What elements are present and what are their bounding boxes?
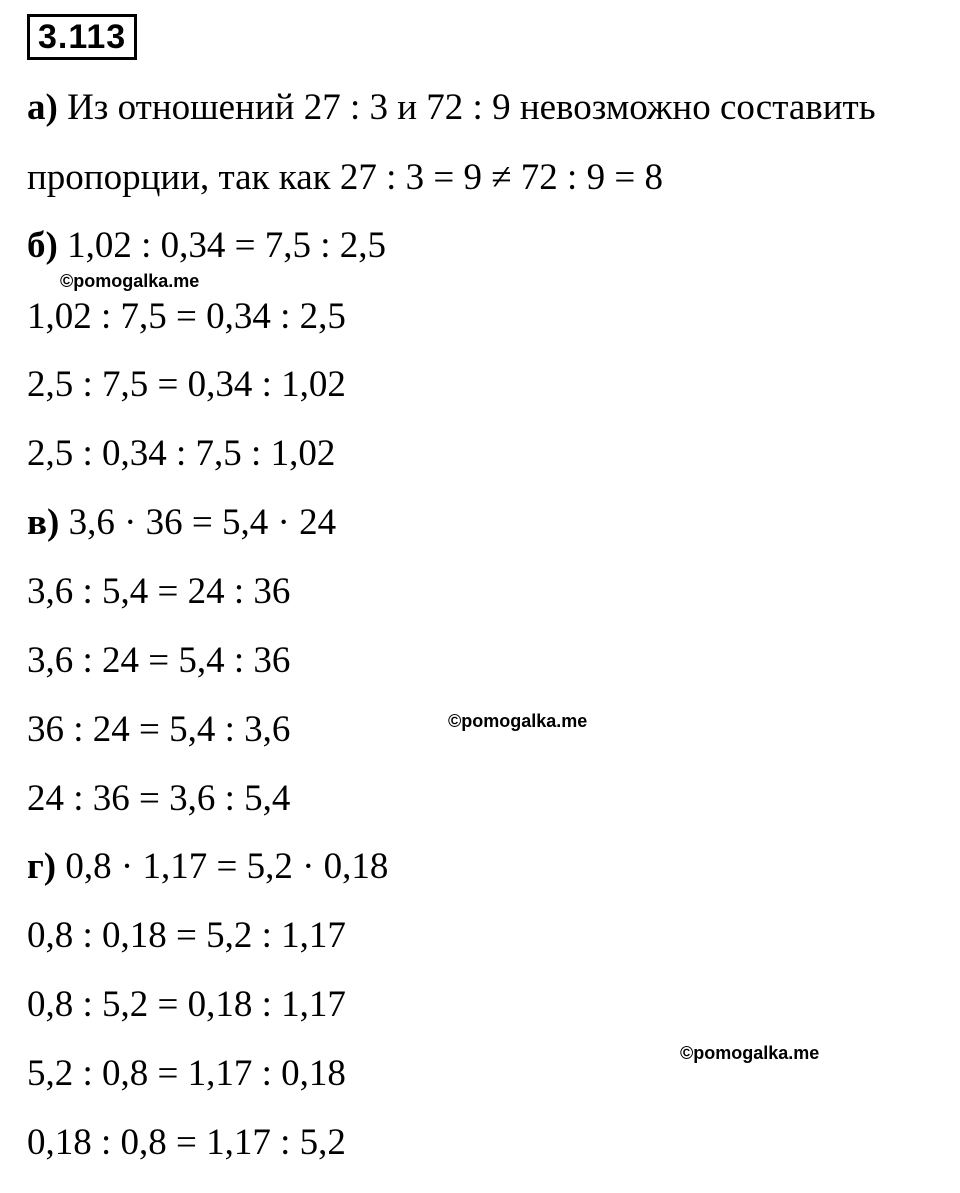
part-v-main-line: [27, 501, 336, 545]
part-g-line: 0,8 : 5,2 = 0,18 : 1,17: [27, 984, 346, 1025]
watermark: ©pomogalka.me: [448, 711, 588, 731]
part-b-label: б): [27, 225, 58, 266]
part-a-line-2: [27, 156, 663, 200]
part-a-text-1: Из отношений 27 : 3 и 72 : 9 невозможно составить: [67, 87, 876, 128]
part-b-line: 2,5 : 7,5 = 0,34 : 1,02: [27, 364, 346, 405]
part-a-text-2: пропорции, так как 27 : 3 = 9 ≠ 72 : 9 = 8: [27, 157, 663, 198]
part-g-line: 5,2 : 0,8 = 1,17 : 0,18: [27, 1053, 346, 1094]
part-v-main: 3,6 · 36 = 5,4 · 24: [68, 502, 337, 543]
part-g-line: 0,18 : 0,8 = 1,17 : 5,2: [27, 1122, 346, 1163]
problem-number-box: [27, 14, 137, 60]
part-v-line: 24 : 36 = 3,6 : 5,4: [27, 778, 291, 819]
part-v-line: 36 : 24 = 5,4 : 3,6: [27, 709, 291, 750]
part-v-line: 3,6 : 24 = 5,4 : 36: [27, 640, 291, 681]
part-b-line: 1,02 : 7,5 = 0,34 : 2,5: [27, 296, 346, 337]
part-g-main: 0,8 · 1,17 = 5,2 · 0,18: [65, 846, 389, 887]
problem-number: 3.113: [38, 18, 127, 56]
part-v-line: 3,6 : 5,4 = 24 : 36: [27, 571, 291, 612]
part-g-line: 0,8 : 0,18 = 5,2 : 1,17: [27, 915, 346, 956]
part-a-label: а): [27, 87, 58, 128]
watermark: ©pomogalka.me: [60, 271, 200, 291]
part-g-main-line: [27, 845, 388, 889]
watermark: ©pomogalka.me: [680, 1043, 820, 1063]
part-b-line: 2,5 : 0,34 : 7,5 : 1,02: [27, 433, 336, 474]
part-b-main: 1,02 : 0,34 = 7,5 : 2,5: [67, 225, 387, 266]
part-g-label: г): [27, 846, 57, 887]
part-v-label: в): [27, 502, 60, 543]
part-a-line-1: [27, 86, 876, 130]
part-b-main-line: [27, 224, 386, 268]
